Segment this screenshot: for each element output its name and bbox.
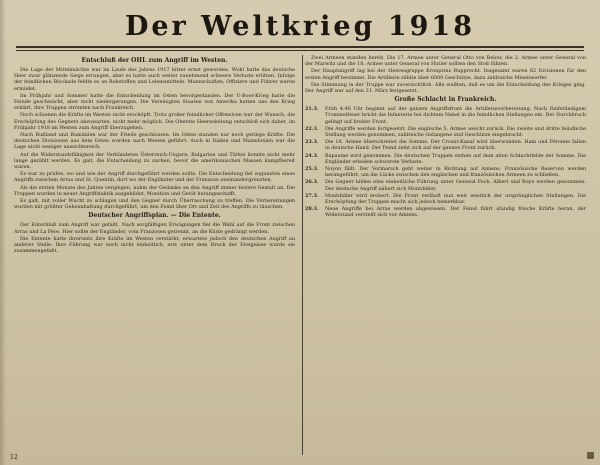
paragraph: Die Lage der Mittelmächte war im Laufe des Jahres 1917 bitter ernst geworden. Wohl hatte das deutsche Heer zwar glänzende Siege errungen, aber es hatte auch weiter zunehmend schwere Verluste erlitten. Infolge der feindlichen Blockade fehlte es an Rohstoffen und Lebensmitteln. Mannschaften, Offiziere und Führer waren ermüdet. xyxy=(14,67,295,92)
paragraph: Auf die Widerstandsfähigkeit der Verbündeten Österreich-Ungarn, Bulgarien und Türkei konnte nicht mehr lange gezählt werden. Es galt, die Entscheidung zu suchen, bevor die amerikanischen Massen kampfbereit waren. xyxy=(14,151,295,171)
entry-text: Montdidier wird erobert. Die Front verläuft nun weit westlich der ursprünglichen Stellungen. Die Erschöpfung der Truppen macht sich jedoch bemerkbar. xyxy=(325,192,586,206)
entry-text: Die 18. Armee überschreitet die Somme. Der Crozat-Kanal wird überwunden. Ham und Péronne fallen in deutsche Hand. Der Feind zieht sich auf der ganzen Front zurück. xyxy=(325,139,586,152)
paragraph: Nach Rußland und Rumänien war der Friede geschlossen. Im Osten standen nur noch geringe Kräfte. Die deutschen Divisionen aus dem Osten wurden nach Westen geführt. Auch in Italien und Mazedonien war die Lage nicht weniger aussichtsreich. xyxy=(14,132,295,151)
paragraph: Die Entente hatte ihrerseits ihre Kräfte im Westen verstärkt, erwartete jedoch den deutschen Angriff an anderer Stelle. Ihre Führung war noch nicht einheitlich, erst unter dem Druck der Ereignisse wurde sie zusammengefaßt. xyxy=(14,235,295,255)
text-columns xyxy=(12,55,588,255)
entry-text: Die Angriffe werden fortgesetzt. Die englische 5. Armee weicht zurück. Die zweite und dritte feindliche Stellung werden genommen, zahlreiche Gefangene und Geschütze eingebracht. xyxy=(325,125,586,139)
paragraph: Im Frühjahr und Sommer hatte die Entscheidung im Osten bevorgestanden. Der U-Boot-Krieg hatte die Feinde geschwächt, aber nicht niedergerungen. Die Vereinigten Staaten von Amerika hatten uns den Krieg erklärt, ihre Truppen strömten nach Frankreich. xyxy=(14,92,295,112)
entry-date: 24.3. xyxy=(305,152,319,159)
chronology-entry xyxy=(305,126,586,138)
chronology-entry xyxy=(305,166,586,178)
entry-date: 21.3. xyxy=(305,106,319,113)
entry-text: Die Gegner bilden eine einheitliche Führung unter General Foch. Albert und Roye werden genommen. Der deutsche Angriff nähert sich Montdidier. xyxy=(325,179,586,192)
paragraph: Der Hauptangriff lag bei der Heeresgruppe Kronprinz Rupprecht. Insgesamt waren 62 Divisionen für den ersten Angriff bestimmt. Die Artillerie zählte über 6000 Geschütze, dazu zahlreiche Minenwerfer. xyxy=(305,68,586,81)
entry-text: Früh 4.40 Uhr beginnt auf der ganzen Angriffsfront die Artillerievorbereitung. Nach fünfstündigem Trommelfeuer bricht die Infanterie bei dichtem Nebel in die feindlichen Stellungen ein. Der Durchbruch gelingt auf breiter Front. xyxy=(325,106,586,125)
entry-text: Bapaume wird genommen. Die deutschen Truppen stehen auf dem alten Schlachtfelde der Somme. Die Engländer erleiden schwerste Verluste. xyxy=(325,152,586,165)
section-heading: Große Schlacht in Frankreich. xyxy=(394,96,497,104)
paragraph: Zwei Armeen standen bereit. Die 17. Armee unter General Otto von Below, die 2. Armee unter General von der Marwitz und die 18. Armee unter General von Hutier sollten den Stoß führen. xyxy=(305,55,586,68)
paragraph: Als die ersten Monate des Jahres vergingen, nahm der Gedanke an den Angriff immer festere Gestalt an. Die Truppen wurden in neuer Angriffstaktik ausgebildet, Munition und Gerät herangeschafft. xyxy=(14,184,295,197)
section-heading: Entschluß der OHL zum Angriff im Westen. xyxy=(81,57,228,64)
entry-text: Noyon fällt. Der Vormarsch geht weiter in Richtung auf Amiens. Französische Reserven werden herangeführt, um die Lücke zwischen den englischen und französischen Armeen zu schließen. xyxy=(325,166,586,179)
staple-mark xyxy=(587,452,594,459)
chronology-entry xyxy=(305,179,586,191)
entry-date: 22.3. xyxy=(305,125,319,132)
section-heading: Deutscher Angriffsplan. — Die Entente. xyxy=(88,212,221,220)
page-fold-shadow xyxy=(0,0,6,465)
entry-date: 28.3. xyxy=(305,206,319,213)
entry-date: 23.3. xyxy=(305,139,319,146)
chronology-entry xyxy=(305,206,586,218)
chronology-entry xyxy=(305,139,586,151)
paragraph: Es galt, mit voller Wucht zu schlagen und den Gegner durch Überraschung zu treffen. Die Vorbereitungen wurden mit größter Geheimhaltung durchgeführt, um den Feind über Ort und Zeit des Angriffs zu täuschen. xyxy=(14,198,295,211)
paragraph: Es war zu prüfen, wo und wie der Angriff durchgeführt werden sollte. Die Entscheidung fiel zugunsten eines Angriffs zwischen Arras und St. Quentin, dort wo der Engländer und der Franzose aneinandergrenzten. xyxy=(14,171,295,184)
paragraph: Die Stimmung in der Truppe war zuversichtlich. Alle wußten, daß es um die Entscheidung des Krieges ging. Der Angriff war auf den 21. März festgesetzt. xyxy=(305,81,586,95)
chronology-entry xyxy=(305,106,586,125)
right-column xyxy=(305,55,586,255)
paragraph: Der Entschluß zum Angriff war gefaßt. Nach sorgfältigen Erwägungen fiel die Wahl auf die Front zwischen Arras und La Fère. Hier sollte der Engländer, vom Franzosen getrennt, an die Küste gedrängt werden. xyxy=(14,222,295,235)
chronology-entry xyxy=(305,193,586,205)
chronology-entry xyxy=(305,153,586,165)
page-number: 12 xyxy=(10,454,18,461)
page-title: Der Weltkrieg 1918 xyxy=(124,11,476,42)
paragraph: Noch schienen die Kräfte im Westen nicht erschöpft. Trotz großer feindlicher Offensiven war der Wunsch, die Erschöpfung des Gegners abzuwarten, nicht mehr möglich. Die Oberste Heeresleitung entschloß sich daher, im Frühjahr 1918 im Westen zum Angriff überzugehen. xyxy=(14,112,295,131)
column-divider xyxy=(302,55,303,455)
left-column xyxy=(14,55,295,255)
title-rule xyxy=(16,46,584,48)
entry-date: 25.3. xyxy=(305,166,319,173)
entry-date: 27.3. xyxy=(305,192,319,199)
entry-text: Neue Angriffe bei Arras werden abgewiesen. Der Feind führt ständig frische Kräfte heran, der Widerstand versteift sich vor Amiens. xyxy=(325,206,586,219)
title-rule-thin xyxy=(16,50,584,51)
entry-date: 26.3. xyxy=(305,179,319,186)
